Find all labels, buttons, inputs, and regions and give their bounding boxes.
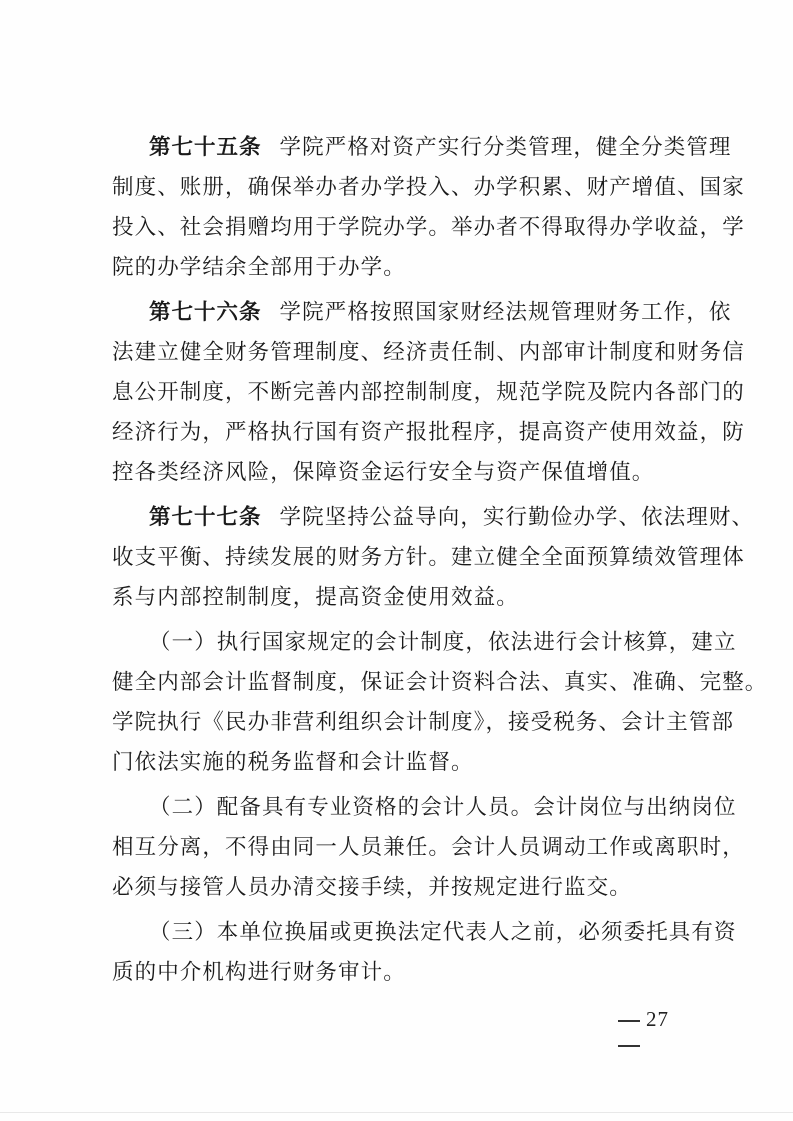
sub-item-text-line: 质的中介机构进行财务审计。 — [112, 960, 406, 985]
article-75 — [112, 128, 745, 288]
sub-item-3 — [112, 913, 737, 993]
sub-item-2 — [112, 788, 745, 908]
sub-item-text-line: 相互分离，不得由同一人员兼任。会计人员调动工作或离职时， — [112, 835, 745, 860]
sub-item-text-line: 必须与接管人员办清交接手续，并按规定进行监交。 — [112, 875, 632, 900]
article-text-line: 系与内部控制制度，提高资金使用效益。 — [112, 585, 519, 610]
article-number: 第七十七条 — [149, 505, 262, 530]
article-text-line: 投入、社会捐赠均用于学院办学。举办者不得取得办学收益，学 — [112, 215, 745, 240]
sub-item-text-line: 学院执行《民办非营利组织会计制度》，接受税务、会计主管部 — [112, 710, 735, 735]
article-76 — [112, 293, 745, 493]
page-number — [612, 1007, 702, 1057]
sub-item-text-line: （一）执行国家规定的会计制度，依法进行会计核算，建立 — [149, 630, 737, 655]
page-number-left-dash — [618, 1020, 640, 1022]
sub-item-text-line: 健全内部会计监督制度，保证会计资料合法、真实、准确、完整。 — [112, 670, 768, 695]
article-text-line: 制度、账册，确保举办者办学投入、办学积累、财产增值、国家 — [112, 175, 745, 200]
article-text: 学院坚持公益导向，实行勤俭办学、依法理财、 — [279, 505, 755, 530]
page-number-right-dash — [618, 1045, 640, 1047]
article-number: 第七十六条 — [149, 300, 262, 325]
sub-item-text-line: 门依法实施的税务监督和会计监督。 — [112, 750, 474, 775]
article-text-line: 法建立健全财务管理制度、经济责任制、内部审计制度和财务信 — [112, 340, 745, 365]
article-first-line — [112, 498, 755, 538]
article-77 — [112, 498, 755, 618]
article-number: 第七十五条 — [149, 135, 262, 160]
sub-item-1 — [112, 623, 768, 783]
article-first-line — [112, 293, 732, 333]
page-number-value: 27 — [646, 1007, 669, 1031]
article-text-line: 院的办学结余全部用于办学。 — [112, 255, 406, 280]
document-body — [112, 128, 768, 993]
sub-item-text-line: （三）本单位换届或更换法定代表人之前，必须委托具有资 — [149, 920, 737, 945]
sub-item-text-line: （二）配备具有专业资格的会计人员。会计岗位与出纳岗位 — [149, 795, 737, 820]
scan-edge-line — [0, 1112, 793, 1113]
article-text-line: 息公开制度，不断完善内部控制制度，规范学院及院内各部门的 — [112, 380, 745, 405]
article-text: 学院严格按照国家财经法规管理财务工作，依 — [279, 300, 732, 325]
article-text-line: 经济行为，严格执行国有资产报批程序，提高资产使用效益，防 — [112, 420, 745, 445]
article-text: 学院严格对资产实行分类管理，健全分类管理 — [279, 135, 732, 160]
article-text-line: 控各类经济风险，保障资金运行安全与资产保值增值。 — [112, 460, 655, 485]
article-first-line — [112, 128, 732, 168]
article-text-line: 收支平衡、持续发展的财务方针。建立健全全面预算绩效管理体 — [112, 545, 745, 570]
